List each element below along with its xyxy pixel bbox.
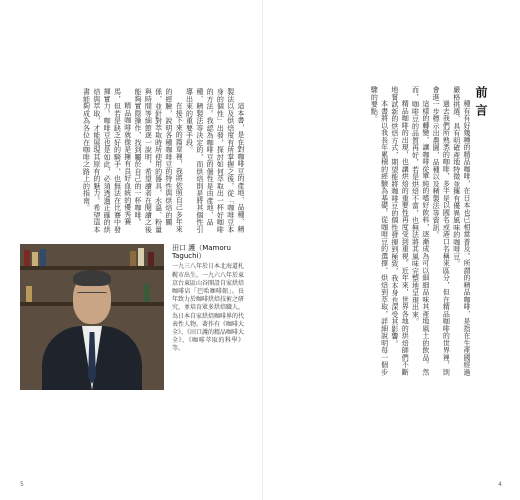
- paragraph: 種有有好幾種的精品咖啡，在日本也已相當普及。所謂的精品咖啡，是指在生產國經過嚴格挑選、具有明確產地特徵並擁有優異風味的咖啡豆。: [452, 86, 471, 376]
- right-page: [262, 0, 520, 500]
- paragraph: 在接下來的篇章裡，我將依照自己多年來的經驗，說明各種咖啡豆的特性與烘焙的關係，並針對萃取時所使用的器具、水溫、粉量與時間等細節逐一說明，希望讀者在閱讀之後能夠實際操作，找到屬於自己的一杯咖啡。: [134, 88, 184, 233]
- page-number-left: 5: [20, 481, 24, 488]
- chapter-title: 前言: [474, 86, 488, 122]
- paragraph: 本書將以我長年累積的經驗為基礎，從咖啡豆的選擇、烘焙到萃取，詳細說明每一個步驟的要點。: [370, 86, 389, 376]
- left-body-text: [18, 88, 246, 238]
- paragraph: 過去我們所熟悉的咖啡，多半是以國名或港口名稱來區分，但在精品咖啡的世界裡，則會進一步標示出農園、品種以及精製法等資訊。: [432, 86, 451, 376]
- right-body-text: [276, 86, 472, 378]
- photo-caption: [172, 244, 244, 392]
- caption-author-bio: 一九三八年於日本北海道札幌市出生。一九六八年於東京台東區山谷開設自家烘焙咖啡店「巴哈咖啡館」。長年致力於咖啡烘焙技術之研究，並培育眾多烘焙職人，為日本自家烘焙咖啡界的代表性人物。著作有《咖啡大全》、《田口護的精品咖啡大全》、《咖啡萃取的科學》等。: [172, 263, 245, 353]
- author-photo: [20, 244, 164, 390]
- caption-author-name: 田口 護（Mamoru Taguchi）: [172, 244, 231, 261]
- page-number-right: 4: [498, 481, 502, 488]
- paragraph: 這本書，是在對咖啡豆的產地、品種、精製法以及烘焙度有所掌握之後，從「咖啡豆本身的個性」出發，探討如何萃取出一杯好咖啡的方法。我認為咖啡豆的個性是由產地、品種、精製法等決定的，而烘焙則是將其個性引導出來的重要手段。: [185, 88, 245, 233]
- paragraph: 這樣的轉變，讓咖啡從單純的嗜好飲料，逐漸成為可以細細品味其產地風土的飲品。然而，咖啡豆的品質再好，若是烘焙不當，也無法將其風味完整地呈現出來。: [411, 86, 430, 376]
- paragraph: 精品咖啡就像是擁有良好血統的優秀賽馬，但若是缺乏好的騎手，也無法在比賽中發揮實力。咖啡豆也是如此，必須透過正確的烘焙與萃取，才能展現其原有的魅力。希望這本書能夠成為各位在咖啡之路上的指南。: [82, 88, 132, 233]
- paragraph: 精品咖啡的出現，也讓烘焙的重要性再度受到重視。近年來，世界各地的烘焙師們不斷地嘗試新的烘焙方式，期望能將咖啡豆的個性發揮到極致，我本身也深受其影響。: [390, 86, 410, 376]
